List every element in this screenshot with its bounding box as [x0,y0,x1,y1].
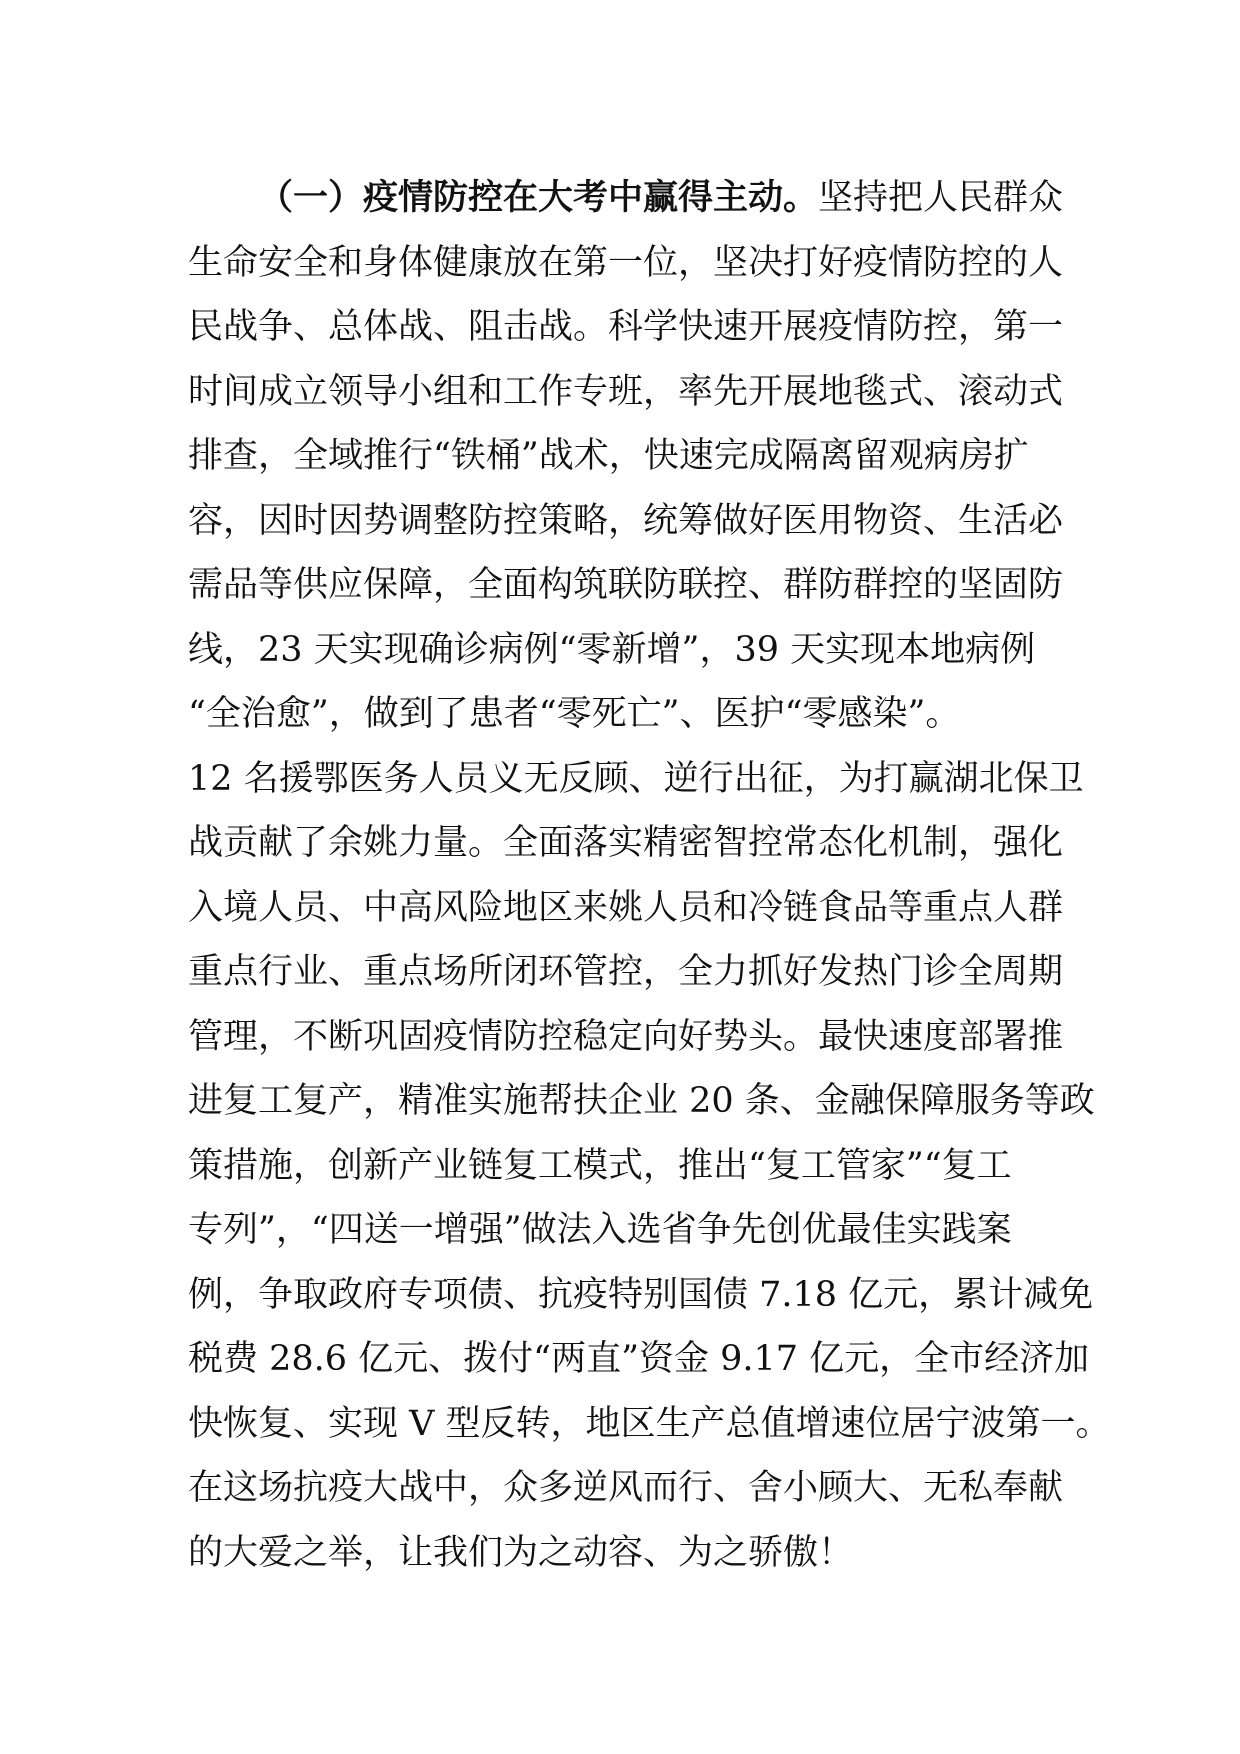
paragraph-line: 坚持把人民群众 [818,178,1064,218]
paragraph-line: 在这场抗疫大战中，众多逆风而行、舍小顾大、无私奉献 [188,1468,1064,1508]
paragraph-line: “全治愈”，做到了患者“零死亡”、医护“零感染”。 [188,694,961,734]
paragraph-line: 例，争取政府专项债、抗疫特别国债 7.18 亿元，累计减免 [188,1274,1094,1315]
paragraph-line: 生命安全和身体健康放在第一位，坚决打好疫情防控的人 [188,242,1064,283]
paragraph-line: 税费 28.6 亿元、拨付“两直”资金 9.17 亿元，全市经济加 [188,1339,1090,1379]
paragraph-line: 的大爱之举，让我们为之动容、为之骄傲！ [188,1532,854,1573]
paragraph-line: 进复工复产，精准实施帮扶企业 20 条、金融保障服务等政 [188,1081,1095,1121]
paragraph-line: 策措施，创新产业链复工模式，推出“复工管家”“复工 [188,1145,1012,1186]
paragraph-line: 时间成立领导小组和工作专班，率先开展地毯式、滚动式 [188,371,1064,412]
paragraph-line: 专列”，“四送一增强”做法入选省争先创优最佳实践案 [188,1210,1012,1250]
paragraph-line: 12 名援鄂医务人员义无反顾、逆行出征，为打赢湖北保卫 [188,758,1084,799]
paragraph-line: 快恢复、实现 V 型反转，地区生产总值增速位居宁波第一。 [188,1403,1111,1444]
paragraph-line: 容，因时因势调整防控策略，统筹做好医用物资、生活必 [188,500,1064,541]
paragraph-first-line [188,166,1064,231]
paragraph-line: 排查，全域推行“铁桶”战术，快速完成隔离留观病房扩 [188,436,1029,476]
paragraph-line: 战贡献了余姚力量。全面落实精密智控常态化机制，强化 [188,823,1064,863]
paragraph-line: 民战争、总体战、阻击战。科学快速开展疫情防控，第一 [188,307,1064,347]
paragraph-line: 需品等供应保障，全面构筑联防联控、群防群控的坚固防 [188,565,1064,605]
section-heading: （一）疫情防控在大考中赢得主动。 [258,177,819,218]
paragraph-line: 管理，不断巩固疫情防控稳定向好势头。最快速度部署推 [188,1016,1064,1057]
paragraph-line: 线，23 天实现确诊病例“零新增”，39 天实现本地病例 [188,629,1036,670]
paragraph-line: 重点行业、重点场所闭环管控，全力抓好发热门诊全周期 [188,952,1064,992]
paragraph-line: 入境人员、中高风险地区来姚人员和冷链食品等重点人群 [188,887,1064,928]
document-paragraph [188,166,1111,1585]
